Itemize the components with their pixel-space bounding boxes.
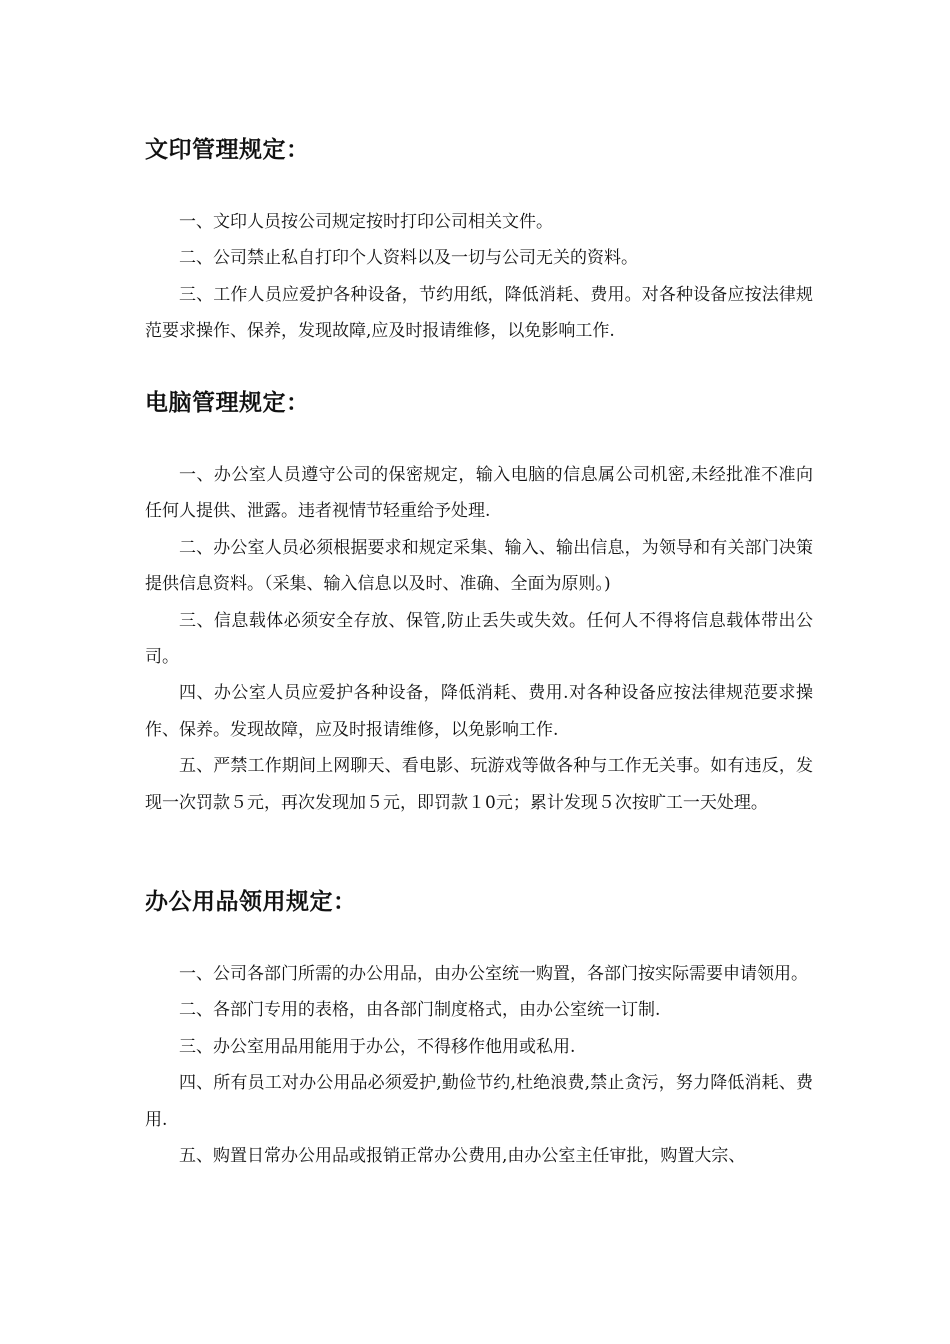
section-office-supplies-rules <box>145 880 813 1174</box>
paragraph: 二、公司禁止私自打印个人资料以及一切与公司无关的资料。 <box>179 248 638 269</box>
title-spacer <box>145 172 813 204</box>
section-title: 办公用品领用规定： <box>145 889 357 915</box>
section-title: 电脑管理规定： <box>145 390 310 416</box>
title-spacer <box>145 425 813 457</box>
paragraph: 三、信息载体必须安全存放、保管,防止丢失或失效。任何人不得将信息载体带出公司。 <box>145 610 813 668</box>
paragraph: 一、办公室人员遵守公司的保密规定，输入电脑的信息属公司机密,未经批准不准向任何人提供、泄露。违者视情节轻重给予处理. <box>145 465 813 522</box>
section-computer-rules <box>145 381 813 821</box>
paragraph: 三、工作人员应爱护各种设备，节约用纸，降低消耗、费用。对各种设备应按法律规范要求操作、保养，发现故障,应及时报请维修，以免影响工作. <box>145 284 813 342</box>
section-title: 文印管理规定： <box>145 137 310 163</box>
paragraph: 五、购置日常办公用品或报销正常办公费用,由办公室主任审批，购置大宗、 <box>179 1146 746 1167</box>
title-spacer <box>145 924 813 956</box>
paragraph: 一、公司各部门所需的办公用品，由办公室统一购置，各部门按实际需要申请领用。 <box>179 964 808 984</box>
paragraph: 四、办公室人员应爱护各种设备，降低消耗、费用.对各种设备应按法律规范要求操作、保养。发现故障，应及时报请维修，以免影响工作. <box>145 683 813 740</box>
paragraph: 二、办公室人员必须根据要求和规定采集、输入、输出信息，为领导和有关部门决策提供信息资料。（采集、输入信息以及时、准确、全面为原则。) <box>145 537 813 595</box>
paragraph: 四、所有员工对办公用品必须爱护,勤俭节约,杜绝浪费,禁止贪污，努力降低消耗、费用. <box>145 1073 813 1130</box>
paragraph: 二、各部门专用的表格，由各部门制度格式，由办公室统一订制. <box>179 1000 661 1021</box>
section-printing-rules <box>145 128 813 350</box>
paragraph: 三、办公室用品用能用于办公，不得移作他用或私用. <box>179 1036 576 1057</box>
paragraph: 五、严禁工作期间上网聊天、看电影、玩游戏等做各种与工作无关事。如有违反，发现一次罚款５元，再次发现加５元，即罚款１0元；累计发现５次按旷工一天处理。 <box>145 756 813 813</box>
paragraph: 一、文印人员按公司规定按时打印公司相关文件。 <box>179 212 553 232</box>
